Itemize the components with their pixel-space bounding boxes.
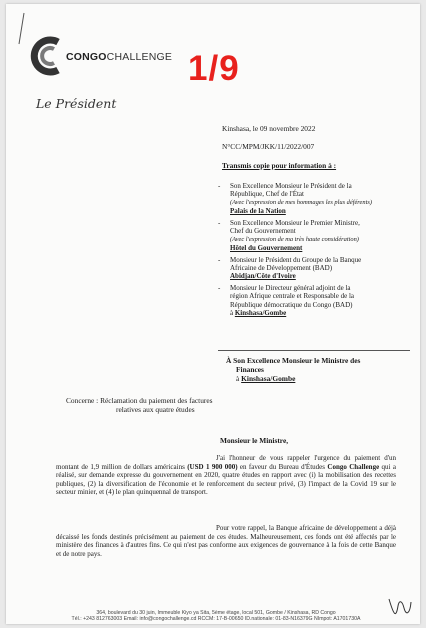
logo-wordmark-bold: CONGO bbox=[66, 51, 107, 63]
addressee-block bbox=[226, 356, 406, 383]
body-text: en faveur du Bureau d'Études bbox=[237, 462, 328, 471]
signature-title: Le Président bbox=[36, 96, 117, 111]
congo-challenge-logo-icon bbox=[28, 34, 68, 78]
recipient-place: Palais de la Nation bbox=[230, 207, 286, 216]
recipient-place-row bbox=[230, 309, 408, 317]
recipient-line: - Son Excellence Monsieur le Président de la bbox=[230, 182, 352, 190]
recipient-line: - Monsieur le Président du Groupe de la Banque bbox=[230, 255, 362, 264]
subject-label: Concerne : bbox=[66, 396, 101, 405]
recipient-place: Abidjan/Côte d'Ivoire bbox=[230, 272, 296, 281]
addressee-place: Kinshasa/Gombe bbox=[241, 374, 296, 383]
addressee-prefix: à bbox=[236, 374, 242, 383]
subject-text: Réclamation du paiement des factures bbox=[100, 396, 213, 405]
recipient-line: - Son Excellence Monsieur le Premier Ministre, bbox=[230, 218, 360, 227]
recipient-place: Hôtel du Gouvernement bbox=[230, 244, 303, 253]
recipient-line: République démocratique du Congo (BAD) bbox=[230, 300, 353, 309]
body-amount: (USD 1 900 000) bbox=[187, 462, 238, 471]
body-text: J'ai l'honneur de vous rappeler l'urgence du paiement d'un montant de 1,9 million de dollars américains bbox=[56, 454, 396, 471]
letter-page bbox=[6, 4, 420, 624]
recipient-item bbox=[218, 256, 408, 281]
recipient-item bbox=[218, 219, 408, 253]
recipient-note: (Avec l'expression de mes hommages les plus déférents) bbox=[230, 198, 372, 206]
logo-wordmark-light: CHALLENGE bbox=[106, 51, 173, 63]
subject-text: relatives aux quatre études bbox=[116, 405, 195, 414]
recipient-line: - Monsieur le Directeur général adjoint de la bbox=[230, 284, 351, 293]
recipient-line: Chef du Gouvernement bbox=[230, 227, 296, 236]
addressee-line: Finances bbox=[236, 365, 264, 374]
addressee-line: À Son Excellence Monsieur le Ministre des bbox=[226, 356, 361, 365]
footer-contact: Tél.: +243 812763003 Email: info@congochallenge.cd RCCM: 17-B-00650 ID.nationale: 01-83-N16379G NImpot: A1701730A bbox=[71, 616, 361, 623]
body-paragraph-1 bbox=[56, 454, 396, 497]
subject-block bbox=[66, 396, 326, 414]
pen-stroke-mark bbox=[16, 12, 28, 46]
recipient-line: République, Chef de l'État bbox=[230, 190, 304, 199]
recipient-line: Africaine de Développement (BAD) bbox=[230, 264, 333, 273]
recipient-note: (Avec l'expression de ma très haute considération) bbox=[230, 235, 359, 243]
logo-wordmark bbox=[66, 51, 172, 63]
recipient-place-prefix: à bbox=[230, 309, 235, 318]
place-date: Kinshasa, le 09 novembre 2022 bbox=[222, 124, 316, 133]
copy-heading: Transmis copie pour information à : bbox=[222, 161, 337, 170]
reference-number: N°CC/MPM/JKK/11/2022/007 bbox=[222, 142, 315, 151]
recipient-item bbox=[218, 182, 408, 216]
salutation: Monsieur le Ministre, bbox=[220, 436, 289, 445]
body-text: qui a réalisé, sur demande expresse du gouvernement en 2020, quatre études en rapport avec (i) la mobilisation des recettes publiques, (2) la diversification de l'économie et le renforcement du secteur privé, (3) l'impact de la Covid 19 sur le secteur minier, et (4) le plan quinquennal de transport. bbox=[56, 462, 396, 497]
page-footer bbox=[46, 610, 386, 623]
recipient-line: région Afrique centrale et Responsable de la bbox=[230, 292, 355, 301]
footer-address: 364, boulevard du 30 juin, Immeuble Kiyo ya Sita, 5ème étage, local 501, Gombe / Kinshasa, RD Congo bbox=[96, 610, 336, 616]
recipient-item bbox=[218, 284, 408, 318]
initials-signature-icon bbox=[386, 596, 414, 620]
body-company: Congo Challenge bbox=[327, 462, 380, 471]
page-stamp: 1/9 bbox=[188, 49, 240, 88]
recipient-place: Kinshasa/Gombe bbox=[234, 309, 287, 318]
body-paragraph-2: Pour votre rappel, la Banque africaine de développement a déjà décaissé les fonds destinés précisément au paiement de ces études. Malheureusement, ces fonds ont été affectés par le ministère des finances à d'autres fins. Ce qui n'est pas conforme aux exigences de gouvernance à la fois de cette Banque et de notre pays. bbox=[56, 524, 396, 558]
separator-line bbox=[218, 350, 410, 351]
recipients-list bbox=[218, 182, 408, 321]
